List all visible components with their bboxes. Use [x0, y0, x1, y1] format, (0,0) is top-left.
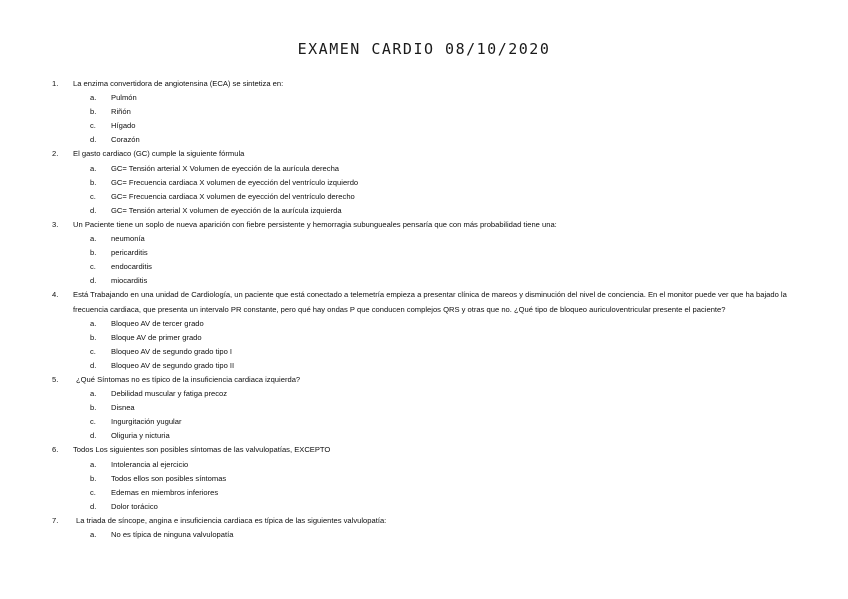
- option-letter: d.: [90, 501, 97, 511]
- option-c: [73, 190, 818, 204]
- option-a: [73, 458, 818, 472]
- option-text: Intolerancia al ejercicio: [111, 459, 189, 469]
- question-text: Todos Los siguientes son posibles síntomas de las valvulopatías, EXCEPTO: [73, 445, 331, 455]
- option-letter: c.: [90, 262, 96, 272]
- option-c: [73, 119, 818, 133]
- option-b: [73, 401, 818, 415]
- option-list: [73, 317, 818, 373]
- question-number: 6.: [52, 445, 59, 455]
- question-number: 5.: [52, 374, 59, 384]
- document-title: EXAMEN CARDIO 08/10/2020: [297, 40, 551, 58]
- question-number: 2.: [52, 149, 59, 159]
- question-text: La triada de síncope, angina e insuficiencia cardiaca es típica de las siguientes valvulopatía:: [76, 515, 387, 525]
- option-letter: c.: [90, 487, 96, 497]
- option-text: Riñón: [111, 107, 131, 117]
- option-letter: c.: [90, 121, 96, 131]
- option-text: miocarditis: [111, 276, 148, 286]
- option-text: Ingurgitación yugular: [111, 417, 182, 427]
- option-d: [73, 274, 818, 288]
- option-a: [73, 232, 818, 246]
- option-letter: c.: [90, 417, 96, 427]
- option-c: [73, 345, 818, 359]
- option-letter: c.: [90, 191, 96, 201]
- option-d: [73, 500, 818, 514]
- option-letter: a.: [90, 93, 97, 103]
- option-b: [73, 331, 818, 345]
- option-b: [73, 176, 818, 190]
- option-letter: d.: [90, 276, 97, 286]
- question-text: El gasto cardiaco (GC) cumple la siguiente fórmula: [73, 149, 245, 159]
- option-letter: a.: [90, 459, 97, 469]
- option-d: [73, 429, 818, 443]
- option-a: [73, 162, 818, 176]
- question-text: La enzima convertidora de angiotensina (ECA) se sintetiza en:: [73, 79, 284, 88]
- option-a: [73, 528, 818, 542]
- option-text: GC= Tensión arterial X volumen de eyección de la aurícula izquierda: [111, 205, 342, 215]
- option-text: Edemas en miembros inferiores: [111, 487, 219, 497]
- option-text: pericarditis: [111, 248, 148, 258]
- option-text: Disnea: [111, 403, 135, 413]
- option-b: [73, 105, 818, 119]
- option-text: GC= Tensión arterial X Volumen de eyección de la aurícula derecha: [111, 163, 340, 173]
- option-list: [73, 162, 818, 218]
- option-letter: a.: [90, 318, 97, 328]
- question-1: [0, 77, 848, 147]
- option-letter: d.: [90, 205, 97, 215]
- question-7: [0, 514, 848, 542]
- option-letter: d.: [90, 360, 97, 370]
- option-a: [73, 91, 818, 105]
- option-letter: a.: [90, 234, 97, 244]
- option-text: Todos ellos son posibles síntomas: [111, 473, 227, 483]
- option-text: Bloqueo AV de segundo grado tipo I: [111, 346, 233, 356]
- option-letter: d.: [90, 431, 97, 441]
- option-letter: b.: [90, 177, 97, 187]
- question-text: ¿Qué Síntomas no es típico de la insuficiencia cardiaca izquierda?: [76, 374, 301, 384]
- option-list: [73, 232, 818, 288]
- option-text: Pulmón: [111, 93, 137, 103]
- option-text: endocarditis: [111, 262, 152, 272]
- option-text: Bloque AV de primer grado: [111, 332, 202, 342]
- option-text: neumonía: [111, 234, 145, 244]
- question-number: 7.: [52, 515, 59, 525]
- option-list: [73, 387, 818, 443]
- option-c: [73, 486, 818, 500]
- option-b: [73, 472, 818, 486]
- question-5: [0, 373, 848, 443]
- option-letter: c.: [90, 346, 96, 356]
- option-text: Debilidad muscular y fatiga precoz: [111, 389, 228, 399]
- question-list: [0, 77, 848, 542]
- option-text: GC= Frecuencia cardiaca X volumen de eyección del ventrículo izquierdo: [111, 177, 359, 187]
- option-letter: a.: [90, 530, 97, 539]
- option-letter: b.: [90, 107, 97, 117]
- option-b: [73, 246, 818, 260]
- option-list: [73, 458, 818, 514]
- option-text: Oliguria y nicturia: [111, 431, 170, 441]
- option-list: [73, 528, 818, 542]
- question-number: 1.: [52, 79, 59, 88]
- option-text: No es típica de ninguna valvulopatía: [111, 530, 234, 539]
- question-6: [0, 443, 848, 513]
- question-4: [0, 288, 848, 373]
- option-a: [73, 317, 818, 331]
- option-d: [73, 359, 818, 373]
- option-letter: b.: [90, 473, 97, 483]
- option-text: Bloqueo AV de segundo grado tipo II: [111, 360, 235, 370]
- option-list: [73, 91, 818, 147]
- question-3: [0, 218, 848, 288]
- option-letter: a.: [90, 163, 97, 173]
- option-text: Hígado: [111, 121, 136, 131]
- question-number: 4.: [52, 290, 59, 300]
- question-text: Un Paciente tiene un soplo de nueva aparición con fiebre persistente y hemorragia subungueales pensaría que con más probabilidad tiene una:: [73, 219, 557, 229]
- question-number: 3.: [52, 219, 59, 229]
- option-letter: d.: [90, 135, 97, 145]
- option-d: [73, 133, 818, 147]
- option-letter: b.: [90, 403, 97, 413]
- option-letter: b.: [90, 332, 97, 342]
- option-d: [73, 204, 818, 218]
- option-text: GC= Frecuencia cardiaca X volumen de eyección del ventrículo derecho: [111, 191, 355, 201]
- option-text: Dolor torácico: [111, 501, 158, 511]
- option-text: Corazón: [111, 135, 140, 145]
- option-c: [73, 260, 818, 274]
- option-letter: b.: [90, 248, 97, 258]
- option-text: Bloqueo AV de tercer grado: [111, 318, 204, 328]
- option-a: [73, 387, 818, 401]
- option-letter: a.: [90, 389, 97, 399]
- option-c: [73, 415, 818, 429]
- question-text: Está Trabajando en una unidad de Cardiología, un paciente que está conectado a telemetría empieza a presentar clínica de mareos y disminución del nivel de conciencia. En el monitor puede ver que ha bajado la frecuencia cardiaca, que presenta un intervalo PR constante, pero qué hay ondas P que conducen complejos QRS y otras que no. ¿Qué tipo de bloqueo auriculoventricular presente el paciente?: [73, 290, 787, 314]
- question-2: [0, 147, 848, 217]
